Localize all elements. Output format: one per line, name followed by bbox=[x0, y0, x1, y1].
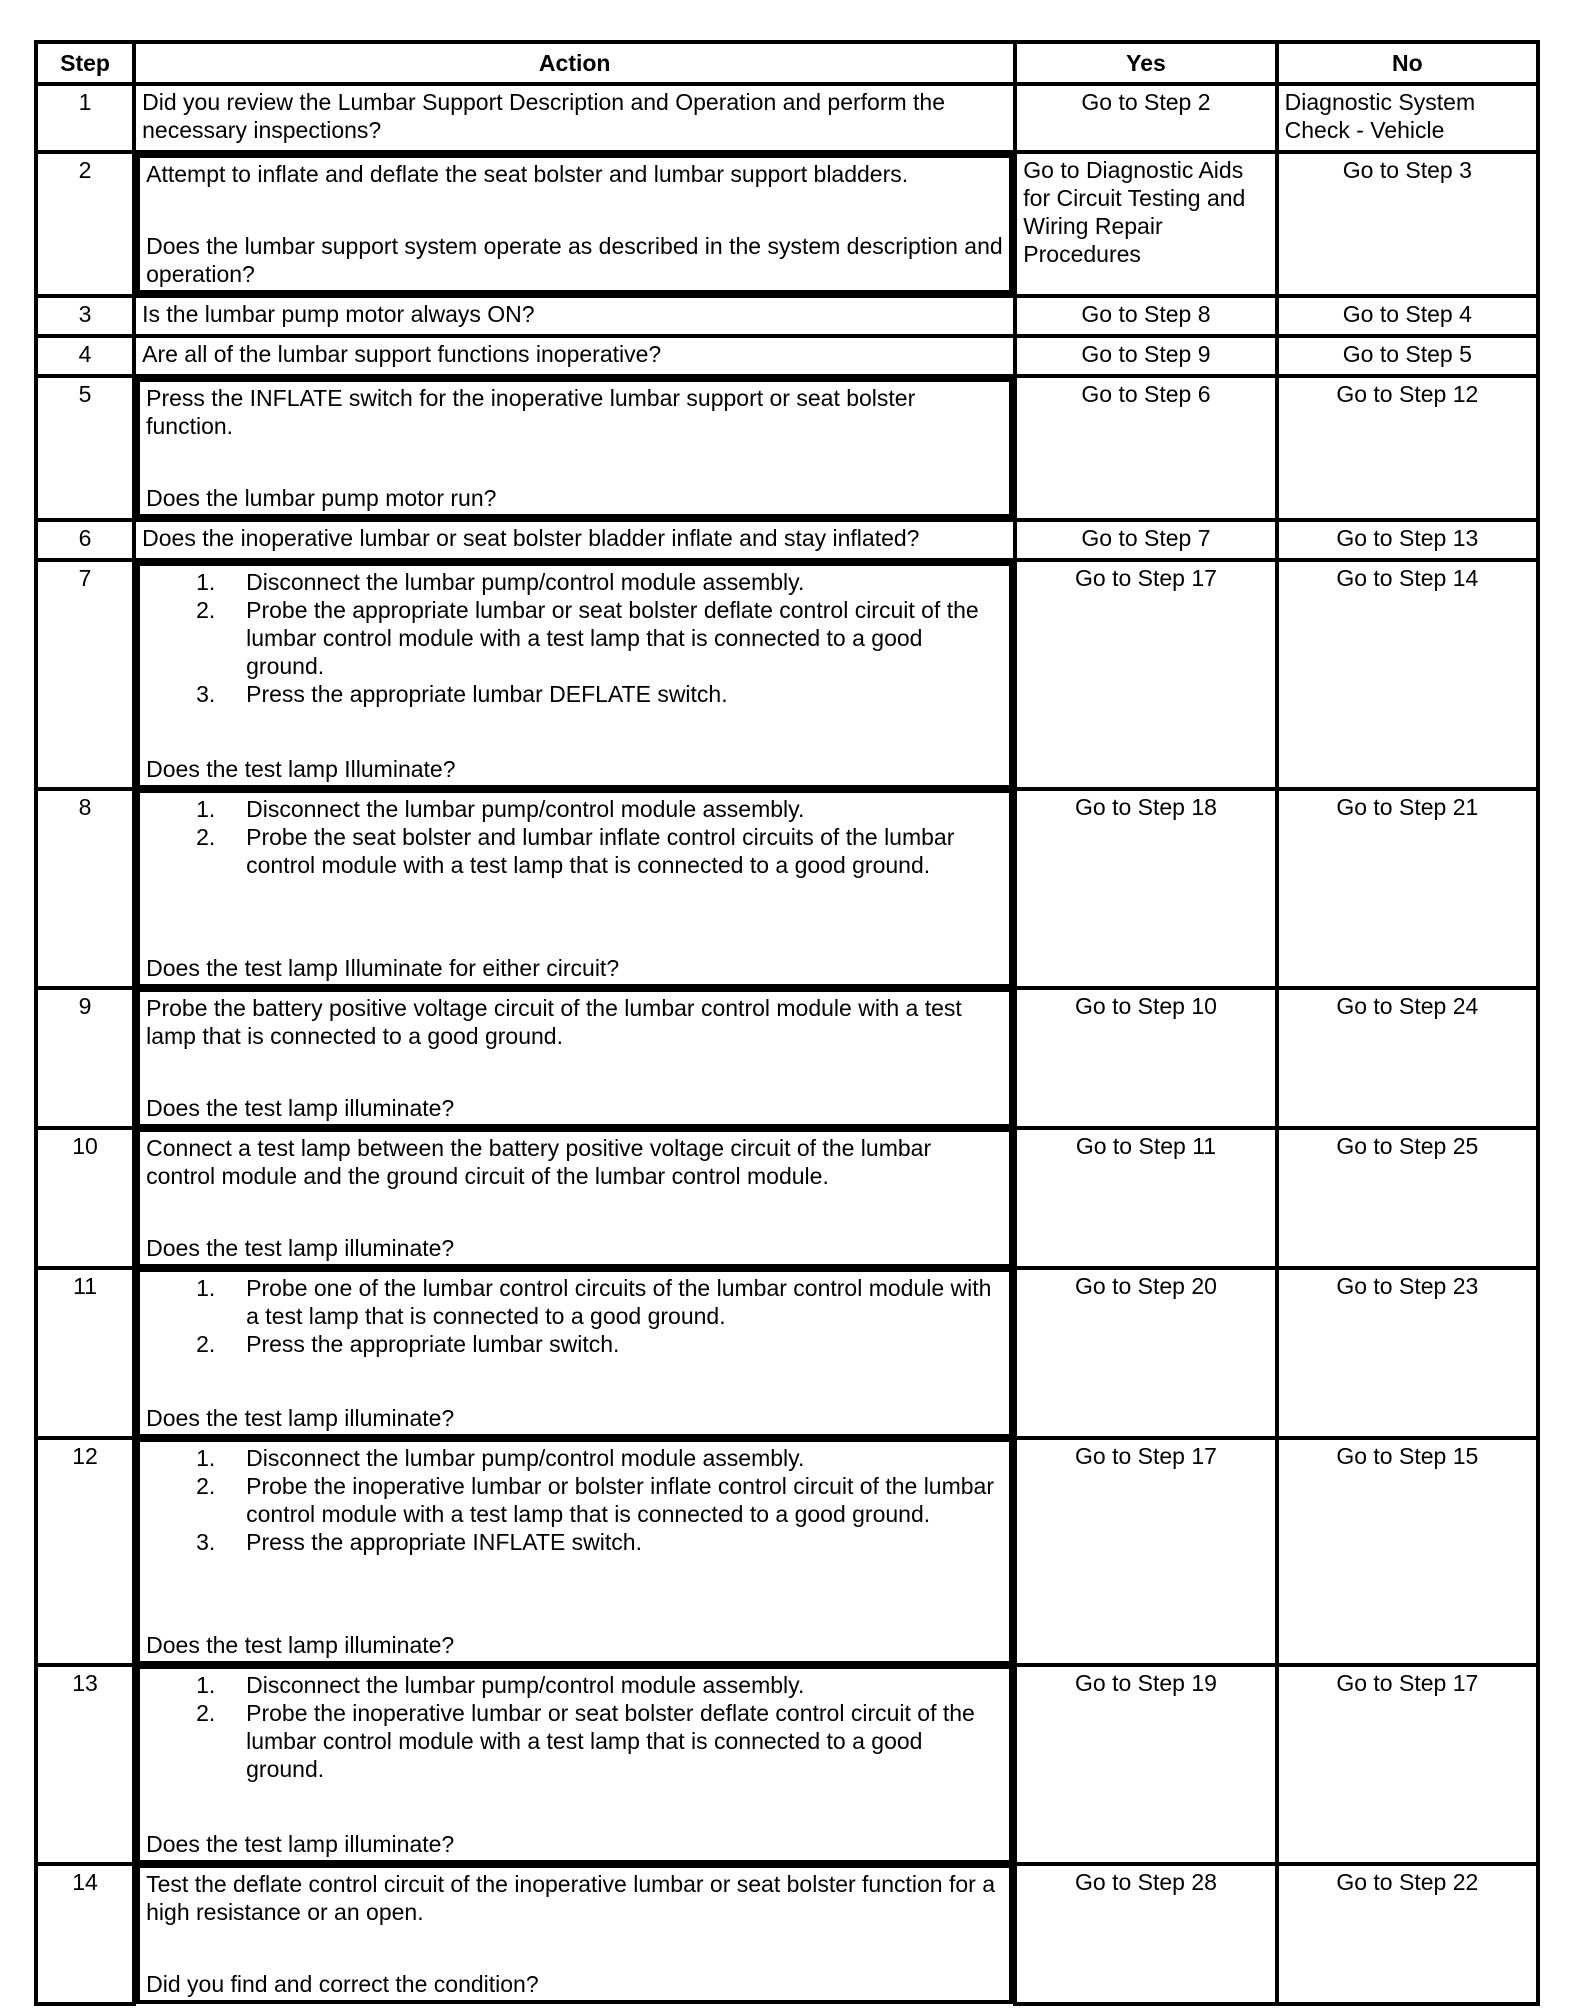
yes-result: Go to Diagnostic Aids for Circuit Testing and Wiring Repair Procedures bbox=[1015, 152, 1276, 296]
action-cell bbox=[134, 84, 1015, 152]
table-row bbox=[36, 1665, 1538, 1864]
action-text: Does the inoperative lumbar or seat bolster bladder inflate and stay inflated? bbox=[142, 525, 920, 551]
procedure-list bbox=[146, 1671, 1003, 1783]
procedure-step-text: Disconnect the lumbar pump/control module assembly. bbox=[246, 1672, 805, 1698]
action-question: Does the test lamp illuminate? bbox=[146, 1095, 455, 1121]
yes-result: Go to Step 17 bbox=[1015, 560, 1276, 789]
step-number: 10 bbox=[36, 1128, 134, 1268]
procedure-step-text: Probe the appropriate lumbar or seat bolster deflate control circuit of the lumbar control module with a test lamp that is connected to a good ground. bbox=[246, 597, 979, 679]
procedure-step-number: 1. bbox=[196, 569, 216, 595]
procedure-step-number: 3. bbox=[196, 681, 216, 707]
step-number: 12 bbox=[36, 1438, 134, 1665]
header-action: Action bbox=[134, 42, 1015, 84]
procedure-list bbox=[146, 795, 1003, 879]
procedure-step-number: 1. bbox=[196, 1275, 216, 1301]
procedure-list bbox=[146, 568, 1003, 708]
procedure-step-text: Disconnect the lumbar pump/control module assembly. bbox=[246, 1445, 805, 1471]
yes-result: Go to Step 6 bbox=[1015, 376, 1276, 520]
action-text: Attempt to inflate and deflate the seat bolster and lumbar support bladders. bbox=[146, 161, 909, 187]
yes-result: Go to Step 7 bbox=[1015, 520, 1276, 560]
yes-result: Go to Step 19 bbox=[1015, 1665, 1276, 1864]
procedure-step bbox=[146, 1528, 1003, 1556]
action-text: Test the deflate control circuit of the inoperative lumbar or seat bolster function for a high resistance or an open. bbox=[146, 1871, 996, 1925]
step-number: 11 bbox=[36, 1268, 134, 1438]
step-number: 8 bbox=[36, 789, 134, 988]
header-step: Step bbox=[36, 42, 134, 84]
action-question: Does the test lamp illuminate? bbox=[146, 1405, 455, 1431]
header-row bbox=[36, 42, 1538, 84]
procedure-step bbox=[146, 680, 1003, 708]
table-row bbox=[36, 1268, 1538, 1438]
table-row bbox=[36, 336, 1538, 376]
procedure-list bbox=[146, 1274, 1003, 1358]
yes-result: Go to Step 18 bbox=[1015, 789, 1276, 988]
procedure-step bbox=[146, 1671, 1003, 1699]
procedure-step-text: Press the appropriate lumbar DEFLATE switch. bbox=[246, 681, 728, 707]
action-question: Does the test lamp illuminate? bbox=[146, 1235, 455, 1261]
yes-result: Go to Step 17 bbox=[1015, 1438, 1276, 1665]
action-question: Does the test lamp illuminate? bbox=[146, 1632, 455, 1658]
table-row bbox=[36, 84, 1538, 152]
procedure-step-text: Disconnect the lumbar pump/control module assembly. bbox=[246, 796, 805, 822]
action-cell bbox=[136, 1268, 1013, 1438]
action-cell bbox=[136, 789, 1013, 988]
action-cell bbox=[136, 378, 1013, 518]
step-number: 5 bbox=[36, 376, 134, 520]
procedure-step bbox=[146, 823, 1003, 879]
table-row bbox=[36, 1438, 1538, 1665]
procedure-step-number: 1. bbox=[196, 1445, 216, 1471]
procedure-list bbox=[146, 1444, 1003, 1556]
procedure-step-text: Disconnect the lumbar pump/control module assembly. bbox=[246, 569, 805, 595]
no-result: Go to Step 15 bbox=[1277, 1438, 1538, 1665]
procedure-step bbox=[146, 596, 1003, 680]
step-number: 2 bbox=[36, 152, 134, 296]
action-text: Probe the battery positive voltage circuit of the lumbar control module with a test lamp that is connected to a good ground. bbox=[146, 995, 962, 1049]
yes-result: Go to Step 20 bbox=[1015, 1268, 1276, 1438]
no-result: Go to Step 13 bbox=[1277, 520, 1538, 560]
procedure-step-number: 2. bbox=[196, 824, 216, 850]
action-cell bbox=[134, 520, 1015, 560]
procedure-step-number: 2. bbox=[196, 1700, 216, 1726]
action-cell bbox=[136, 1128, 1013, 1268]
step-number: 4 bbox=[36, 336, 134, 376]
procedure-step-text: Press the appropriate INFLATE switch. bbox=[246, 1529, 642, 1555]
table-row bbox=[36, 1864, 1538, 2004]
table-row bbox=[36, 296, 1538, 336]
action-cell bbox=[134, 296, 1015, 336]
action-cell bbox=[136, 562, 1013, 789]
action-cell bbox=[136, 154, 1013, 294]
procedure-step-number: 2. bbox=[196, 1473, 216, 1499]
table-row bbox=[36, 520, 1538, 560]
action-question: Does the lumbar pump motor run? bbox=[146, 485, 497, 511]
no-result: Go to Step 24 bbox=[1277, 988, 1538, 1128]
procedure-step bbox=[146, 795, 1003, 823]
procedure-step-text: Probe one of the lumbar control circuits of the lumbar control module with a test lamp that is connected to a good ground. bbox=[246, 1275, 992, 1329]
header-no: No bbox=[1277, 42, 1538, 84]
action-question: Does the test lamp Illuminate? bbox=[146, 756, 456, 782]
step-number: 9 bbox=[36, 988, 134, 1128]
no-result: Go to Step 4 bbox=[1277, 296, 1538, 336]
table-row bbox=[36, 988, 1538, 1128]
procedure-step bbox=[146, 1274, 1003, 1330]
step-number: 6 bbox=[36, 520, 134, 560]
action-question: Does the test lamp Illuminate for either circuit? bbox=[146, 955, 620, 981]
step-number: 14 bbox=[36, 1864, 134, 2004]
action-cell bbox=[136, 1864, 1013, 2004]
procedure-step-text: Probe the seat bolster and lumbar inflate control circuits of the lumbar control module with a test lamp that is connected to a good ground. bbox=[246, 824, 955, 878]
no-result: Diagnostic System Check - Vehicle bbox=[1277, 84, 1538, 152]
header-yes: Yes bbox=[1015, 42, 1276, 84]
no-result: Go to Step 23 bbox=[1277, 1268, 1538, 1438]
procedure-step bbox=[146, 568, 1003, 596]
no-result: Go to Step 21 bbox=[1277, 789, 1538, 988]
procedure-step-text: Press the appropriate lumbar switch. bbox=[246, 1331, 620, 1357]
procedure-step-number: 2. bbox=[196, 597, 216, 623]
yes-result: Go to Step 11 bbox=[1015, 1128, 1276, 1268]
action-text: Did you review the Lumbar Support Description and Operation and perform the necessary inspections? bbox=[142, 89, 946, 143]
procedure-step bbox=[146, 1330, 1003, 1358]
procedure-step bbox=[146, 1699, 1003, 1783]
step-number: 13 bbox=[36, 1665, 134, 1864]
action-text: Press the INFLATE switch for the inoperative lumbar support or seat bolster function. bbox=[146, 385, 916, 439]
action-question: Did you find and correct the condition? bbox=[146, 1971, 539, 1997]
action-text: Connect a test lamp between the battery positive voltage circuit of the lumbar control module and the ground circuit of the lumbar control module. bbox=[146, 1135, 932, 1189]
yes-result: Go to Step 28 bbox=[1015, 1864, 1276, 2004]
no-result: Go to Step 25 bbox=[1277, 1128, 1538, 1268]
table-row bbox=[36, 1128, 1538, 1268]
no-result: Go to Step 14 bbox=[1277, 560, 1538, 789]
yes-result: Go to Step 10 bbox=[1015, 988, 1276, 1128]
procedure-step-number: 2. bbox=[196, 1331, 216, 1357]
step-number: 7 bbox=[36, 560, 134, 789]
yes-result: Go to Step 9 bbox=[1015, 336, 1276, 376]
action-text: Are all of the lumbar support functions inoperative? bbox=[142, 341, 662, 367]
yes-result: Go to Step 8 bbox=[1015, 296, 1276, 336]
action-text: Is the lumbar pump motor always ON? bbox=[142, 301, 535, 327]
no-result: Go to Step 17 bbox=[1277, 1665, 1538, 1864]
procedure-step-number: 1. bbox=[196, 796, 216, 822]
action-cell bbox=[136, 1665, 1013, 1864]
action-question: Does the test lamp illuminate? bbox=[146, 1831, 455, 1857]
procedure-step-number: 3. bbox=[196, 1529, 216, 1555]
table-row bbox=[36, 560, 1538, 789]
step-number: 3 bbox=[36, 296, 134, 336]
procedure-step bbox=[146, 1444, 1003, 1472]
procedure-step bbox=[146, 1472, 1003, 1528]
no-result: Go to Step 3 bbox=[1277, 152, 1538, 296]
no-result: Go to Step 5 bbox=[1277, 336, 1538, 376]
step-number: 1 bbox=[36, 84, 134, 152]
procedure-step-text: Probe the inoperative lumbar or bolster inflate control circuit of the lumbar control module with a test lamp that is connected to a good ground. bbox=[246, 1473, 994, 1527]
action-cell bbox=[136, 988, 1013, 1128]
action-cell bbox=[134, 336, 1015, 376]
action-cell bbox=[136, 1438, 1013, 1665]
table-row bbox=[36, 376, 1538, 520]
table-row bbox=[36, 152, 1538, 296]
procedure-step-text: Probe the inoperative lumbar or seat bolster deflate control circuit of the lumbar control module with a test lamp that is connected to a good ground. bbox=[246, 1700, 975, 1782]
action-question: Does the lumbar support system operate as described in the system description and operation? bbox=[146, 233, 1003, 287]
no-result: Go to Step 12 bbox=[1277, 376, 1538, 520]
no-result: Go to Step 22 bbox=[1277, 1864, 1538, 2004]
yes-result: Go to Step 2 bbox=[1015, 84, 1276, 152]
table-row bbox=[36, 789, 1538, 988]
procedure-step-number: 1. bbox=[196, 1672, 216, 1698]
diagnostic-table bbox=[34, 40, 1540, 2006]
